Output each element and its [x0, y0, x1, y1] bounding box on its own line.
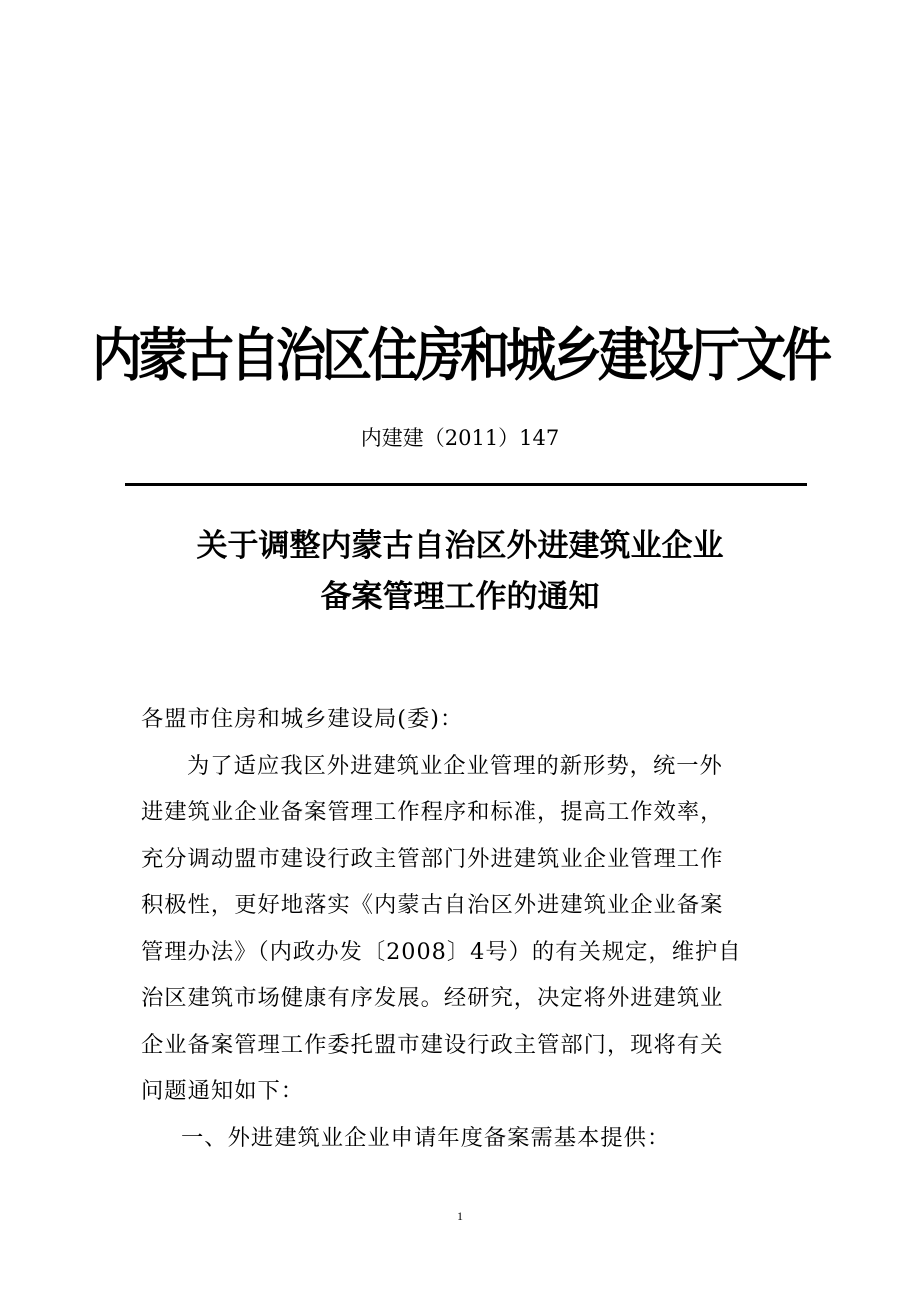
- salutation: 各盟市住房和城乡建设局(委)：: [141, 706, 464, 732]
- header-separator-line: [125, 483, 807, 486]
- document-number: 内建建（2011）147: [360, 426, 560, 450]
- section-item-1: 一、外进建筑业企业申请年度备案需基本提供：: [181, 1124, 671, 1151]
- page-number: 1: [457, 1209, 463, 1223]
- paragraph-line: 为了适应我区外进建筑业企业管理的新形势，统一外: [187, 752, 723, 779]
- paragraph-line: 企业备案管理工作委托盟市建设行政主管部门，现将有关: [141, 1031, 724, 1058]
- paragraph-line: 管理办法》（内政办发〔2008〕4号）的有关规定，维护自: [141, 938, 742, 965]
- paragraph-line: 充分调动盟市建设行政主管部门外进建筑业企业管理工作: [141, 845, 724, 872]
- paragraph-line: 进建筑业企业备案管理工作程序和标准，提高工作效率，: [141, 799, 724, 825]
- paragraph-line: 问题通知如下：: [141, 1078, 305, 1104]
- paragraph-line: 积极性，更好地落实《内蒙古自治区外进建筑业企业备案: [141, 892, 724, 918]
- notice-body: [141, 696, 766, 1161]
- notice-title-line-1: 关于调整内蒙古自治区外进建筑业企业: [196, 528, 724, 564]
- paragraph-line: 治区建筑市场健康有序发展。经研究，决定将外进建筑业: [141, 985, 724, 1011]
- issuer-header: 内蒙古自治区住房和城乡建设厅文件: [92, 321, 828, 389]
- notice-title-line-2: 备案管理工作的通知: [320, 579, 600, 615]
